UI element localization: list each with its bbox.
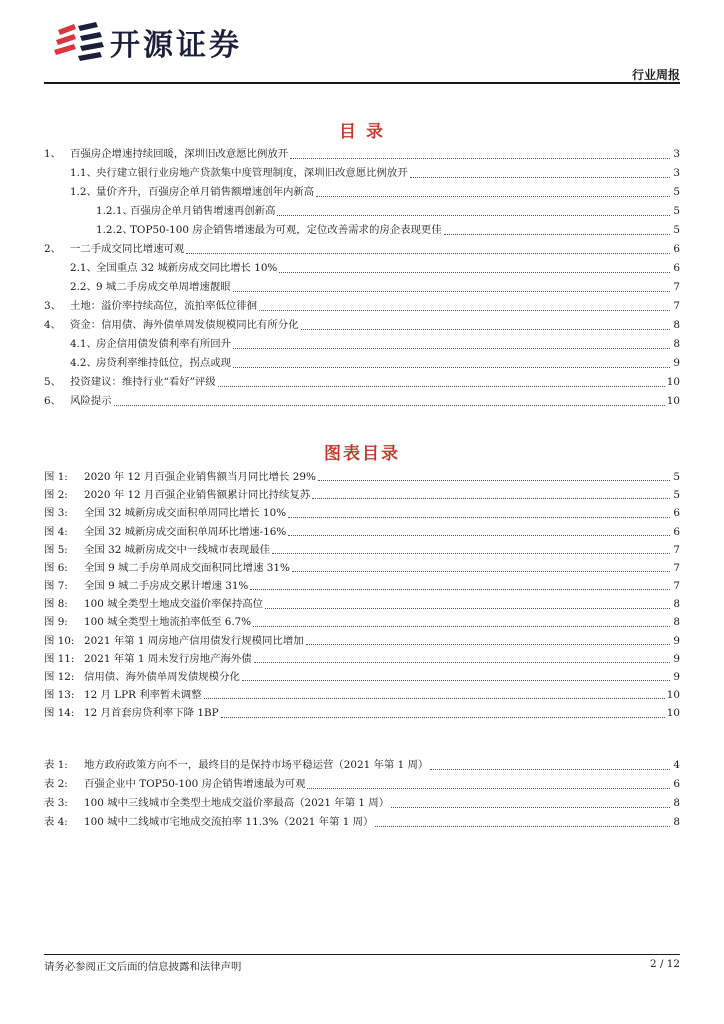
- toc-entry[interactable]: [44, 794, 680, 813]
- dot-leader: [292, 570, 670, 572]
- entry-page: 5: [673, 186, 680, 198]
- entry-number: 2.2、: [70, 281, 97, 293]
- entry-title: 9 城二手房成交单周增速靓眼: [96, 281, 231, 293]
- toc-entry[interactable]: [44, 183, 680, 202]
- toc-entry[interactable]: [44, 221, 680, 240]
- toc-entry[interactable]: [44, 541, 680, 559]
- entry-number: 1.1、: [70, 167, 97, 179]
- entry-title: 100 城全类型土地成交溢价率保持高位: [84, 598, 263, 611]
- entry-title: 12 月 LPR 利率暂未调整: [84, 689, 202, 702]
- entry-title: 2020 年 12 月百强企业销售额当月同比增长 29%: [84, 470, 316, 483]
- entry-title: 全国重点 32 城新房成交同比增长 10%: [96, 262, 278, 274]
- dot-leader: [272, 552, 670, 554]
- dot-leader: [277, 214, 670, 216]
- dot-leader: [316, 195, 670, 197]
- toc-entry[interactable]: [44, 813, 680, 832]
- entry-page: 3: [673, 148, 680, 160]
- entry-page: 8: [673, 338, 680, 350]
- dot-leader: [444, 233, 670, 235]
- toc-entry[interactable]: [44, 595, 680, 613]
- entry-title: 央行建立银行业房地产贷款集中度管理制度，深圳旧改意愿比例放开: [96, 167, 408, 179]
- entry-page: 6: [673, 778, 680, 790]
- toc-entry[interactable]: [44, 686, 680, 704]
- entry-number: 图 7:: [44, 580, 68, 593]
- dot-leader: [242, 679, 670, 681]
- entry-page: 8: [673, 598, 680, 611]
- entry-title: 房贷利率维持低位，拐点或现: [96, 357, 232, 369]
- entry-number: 图 6:: [44, 561, 68, 574]
- entry-page: 9: [673, 357, 680, 369]
- entry-page: 9: [673, 634, 680, 647]
- entry-title: 百强房企单月销售增速再创新高: [130, 205, 276, 217]
- entry-number: 2、: [44, 243, 62, 255]
- toc-entry[interactable]: [44, 354, 680, 373]
- entry-title: 量价齐升，百强房企单月销售额增速创年内新高: [96, 186, 315, 198]
- toc-list: [44, 145, 680, 411]
- footer-disclaimer: 请务必参阅正文后面的信息披露和法律声明: [44, 961, 242, 973]
- dot-leader: [290, 157, 670, 159]
- entry-title: 土地：溢价率持续高位，流拍率低位徘徊: [70, 300, 258, 312]
- entry-title: 房企信用债发债利率有所回升: [96, 338, 232, 350]
- toc-entry[interactable]: [44, 704, 680, 722]
- entry-title: 2020 年 12 月百强企业销售额累计同比持续复苏: [84, 489, 311, 502]
- toc-entry[interactable]: [44, 468, 680, 486]
- toc-entry[interactable]: [44, 577, 680, 595]
- entry-page: 8: [673, 797, 680, 809]
- toc-entry[interactable]: [44, 297, 680, 316]
- brand-name: 开源证券: [110, 28, 242, 63]
- entry-number: 6、: [44, 395, 62, 407]
- dot-leader: [233, 347, 670, 349]
- toc-entry[interactable]: [44, 486, 680, 504]
- entry-page: 7: [673, 580, 680, 593]
- entry-page: 4: [673, 759, 680, 771]
- toc-entry[interactable]: [44, 278, 680, 297]
- dot-leader: [259, 309, 670, 311]
- entry-number: 图 12:: [44, 671, 75, 684]
- entry-page: 9: [673, 671, 680, 684]
- entry-page: 6: [673, 525, 680, 538]
- toc-entry[interactable]: [44, 373, 680, 392]
- entry-title: 全国 32 城新房成交面积单周环比增速-16%: [84, 525, 287, 538]
- entry-title: 全国 32 城新房成交中一线城市表现最佳: [84, 543, 271, 556]
- dot-leader: [430, 768, 670, 770]
- entry-title: 地方政府政策方向不一，最终目的是保持市场平稳运营（2021 年第 1 周）: [84, 759, 429, 771]
- toc-entry[interactable]: [44, 559, 680, 577]
- entry-number: 表 3:: [44, 797, 68, 809]
- dot-leader: [218, 385, 665, 387]
- entry-number: 1.2.1、: [96, 205, 133, 217]
- dot-leader: [265, 607, 670, 609]
- entry-page: 8: [673, 816, 680, 828]
- entry-page: 9: [673, 652, 680, 665]
- dot-leader: [279, 271, 670, 273]
- entry-number: 图 10:: [44, 634, 75, 647]
- entry-page: 5: [673, 205, 680, 217]
- entry-page: 7: [673, 300, 680, 312]
- toc-entry[interactable]: [44, 523, 680, 541]
- toc-entry[interactable]: [44, 202, 680, 221]
- entry-number: 1.2.2、: [96, 224, 133, 236]
- entry-title: 全国 9 城二手房成交累计增速 31%: [84, 580, 249, 593]
- entry-number: 表 4:: [44, 816, 68, 828]
- dot-leader: [312, 497, 670, 499]
- entry-title: TOP50-100 房企销售增速最为可观，定位改善需求的房企表现更佳: [130, 224, 442, 236]
- entry-page: 3: [673, 167, 680, 179]
- entry-title: 风险提示: [70, 395, 112, 407]
- entry-number: 图 3:: [44, 507, 68, 520]
- dot-leader: [233, 290, 670, 292]
- entry-page: 10: [666, 689, 680, 702]
- page-header: [0, 0, 724, 90]
- dot-leader: [254, 661, 670, 663]
- entry-title: 2021 年第 1 周未发行房地产海外债: [84, 652, 252, 665]
- dot-leader: [391, 806, 670, 808]
- entry-title: 2021 年第 1 周房地产信用债发行规模同比增加: [84, 634, 304, 647]
- entry-number: 3、: [44, 300, 62, 312]
- toc-entry[interactable]: [44, 316, 680, 335]
- entry-number: 5、: [44, 376, 62, 388]
- entry-title: 信用债、海外债单周发债规模分化: [84, 671, 240, 684]
- dot-leader: [306, 643, 670, 645]
- dot-leader: [307, 787, 670, 789]
- entry-number: 表 2:: [44, 778, 68, 790]
- entry-page: 6: [673, 262, 680, 274]
- header-rule: [44, 82, 680, 84]
- brand-logo: [52, 20, 242, 64]
- entry-number: 表 1:: [44, 759, 68, 771]
- entry-number: 4.2、: [70, 357, 97, 369]
- dot-leader: [288, 516, 670, 518]
- dot-leader: [221, 716, 665, 718]
- brand-logo-icon: [52, 20, 108, 64]
- dot-leader: [318, 479, 670, 481]
- entry-number: 图 13:: [44, 689, 75, 702]
- table-list: [44, 756, 680, 832]
- toc-title: 目 录: [339, 122, 385, 142]
- toc-entry[interactable]: [44, 240, 680, 259]
- entry-title: 全国 9 城二手房单周成交面积同比增速 31%: [84, 561, 290, 574]
- dot-leader: [253, 625, 670, 627]
- toc-entry[interactable]: [44, 775, 680, 794]
- dot-leader: [250, 588, 670, 590]
- report-type-label: 行业周报: [631, 68, 680, 82]
- figures-title: 图表目录: [324, 444, 400, 464]
- entry-title: 百强房企增速持续回暖，深圳旧改意愿比例放开: [70, 148, 289, 160]
- entry-page: 5: [673, 489, 680, 502]
- entry-title: 100 城全类型土地流拍率低至 6.7%: [84, 616, 252, 629]
- entry-page: 7: [673, 281, 680, 293]
- entry-number: 图 8:: [44, 598, 68, 611]
- dot-leader: [233, 366, 670, 368]
- entry-number: 4、: [44, 319, 62, 331]
- toc-entry[interactable]: [44, 668, 680, 686]
- entry-title: 资金：信用债、海外债单周发债规模同比有所分化: [70, 319, 299, 331]
- dot-leader: [410, 176, 670, 178]
- toc-entry[interactable]: [44, 756, 680, 775]
- entry-title: 百强企业中 TOP50-100 房企销售增速最为可观: [84, 778, 306, 790]
- toc-entry[interactable]: [44, 335, 680, 354]
- entry-number: 图 11:: [44, 652, 75, 665]
- dot-leader: [204, 697, 665, 699]
- entry-number: 图 1:: [44, 470, 68, 483]
- entry-number: 图 4:: [44, 525, 68, 538]
- dot-leader: [375, 825, 670, 827]
- toc-entry[interactable]: [44, 392, 680, 411]
- entry-page: 5: [673, 470, 680, 483]
- entry-title: 全国 32 城新房成交面积单周同比增长 10%: [84, 507, 287, 520]
- entry-number: 1、: [44, 148, 62, 160]
- entry-page: 5: [673, 224, 680, 236]
- toc-entry[interactable]: [44, 632, 680, 650]
- toc-entry[interactable]: [44, 650, 680, 668]
- entry-page: 7: [673, 543, 680, 556]
- toc-entry[interactable]: [44, 259, 680, 278]
- entry-page: 7: [673, 561, 680, 574]
- entry-number: 图 2:: [44, 489, 68, 502]
- entry-title: 100 城中二线城市宅地成交流拍率 11.3%（2021 年第 1 周）: [84, 816, 374, 828]
- entry-number: 图 9:: [44, 616, 68, 629]
- dot-leader: [301, 328, 670, 330]
- entry-page: 8: [673, 616, 680, 629]
- entry-page: 10: [666, 376, 680, 388]
- entry-number: 2.1、: [70, 262, 97, 274]
- page-number: 2 / 12: [650, 958, 680, 970]
- toc-entry[interactable]: [44, 145, 680, 164]
- entry-page: 6: [673, 243, 680, 255]
- entry-page: 6: [673, 507, 680, 520]
- toc-entry[interactable]: [44, 504, 680, 522]
- entry-title: 100 城中三线城市全类型土地成交溢价率最高（2021 年第 1 周）: [84, 797, 390, 809]
- footer-rule: [44, 954, 680, 955]
- entry-title: 投资建议：维持行业“看好”评级: [70, 376, 216, 388]
- entry-page: 10: [666, 395, 680, 407]
- entry-title: 12 月首套房贷利率下降 1BP: [84, 707, 219, 720]
- toc-entry[interactable]: [44, 614, 680, 632]
- entry-number: 4.1、: [70, 338, 97, 350]
- dot-leader: [114, 404, 665, 406]
- entry-page: 8: [673, 319, 680, 331]
- entry-number: 图 14:: [44, 707, 75, 720]
- dot-leader: [186, 252, 670, 254]
- entry-title: 一二手成交同比增速可观: [70, 243, 185, 255]
- entry-number: 1.2、: [70, 186, 97, 198]
- figure-list: [44, 468, 680, 723]
- dot-leader: [288, 534, 670, 536]
- toc-entry[interactable]: [44, 164, 680, 183]
- entry-number: 图 5:: [44, 543, 68, 556]
- entry-page: 10: [666, 707, 680, 720]
